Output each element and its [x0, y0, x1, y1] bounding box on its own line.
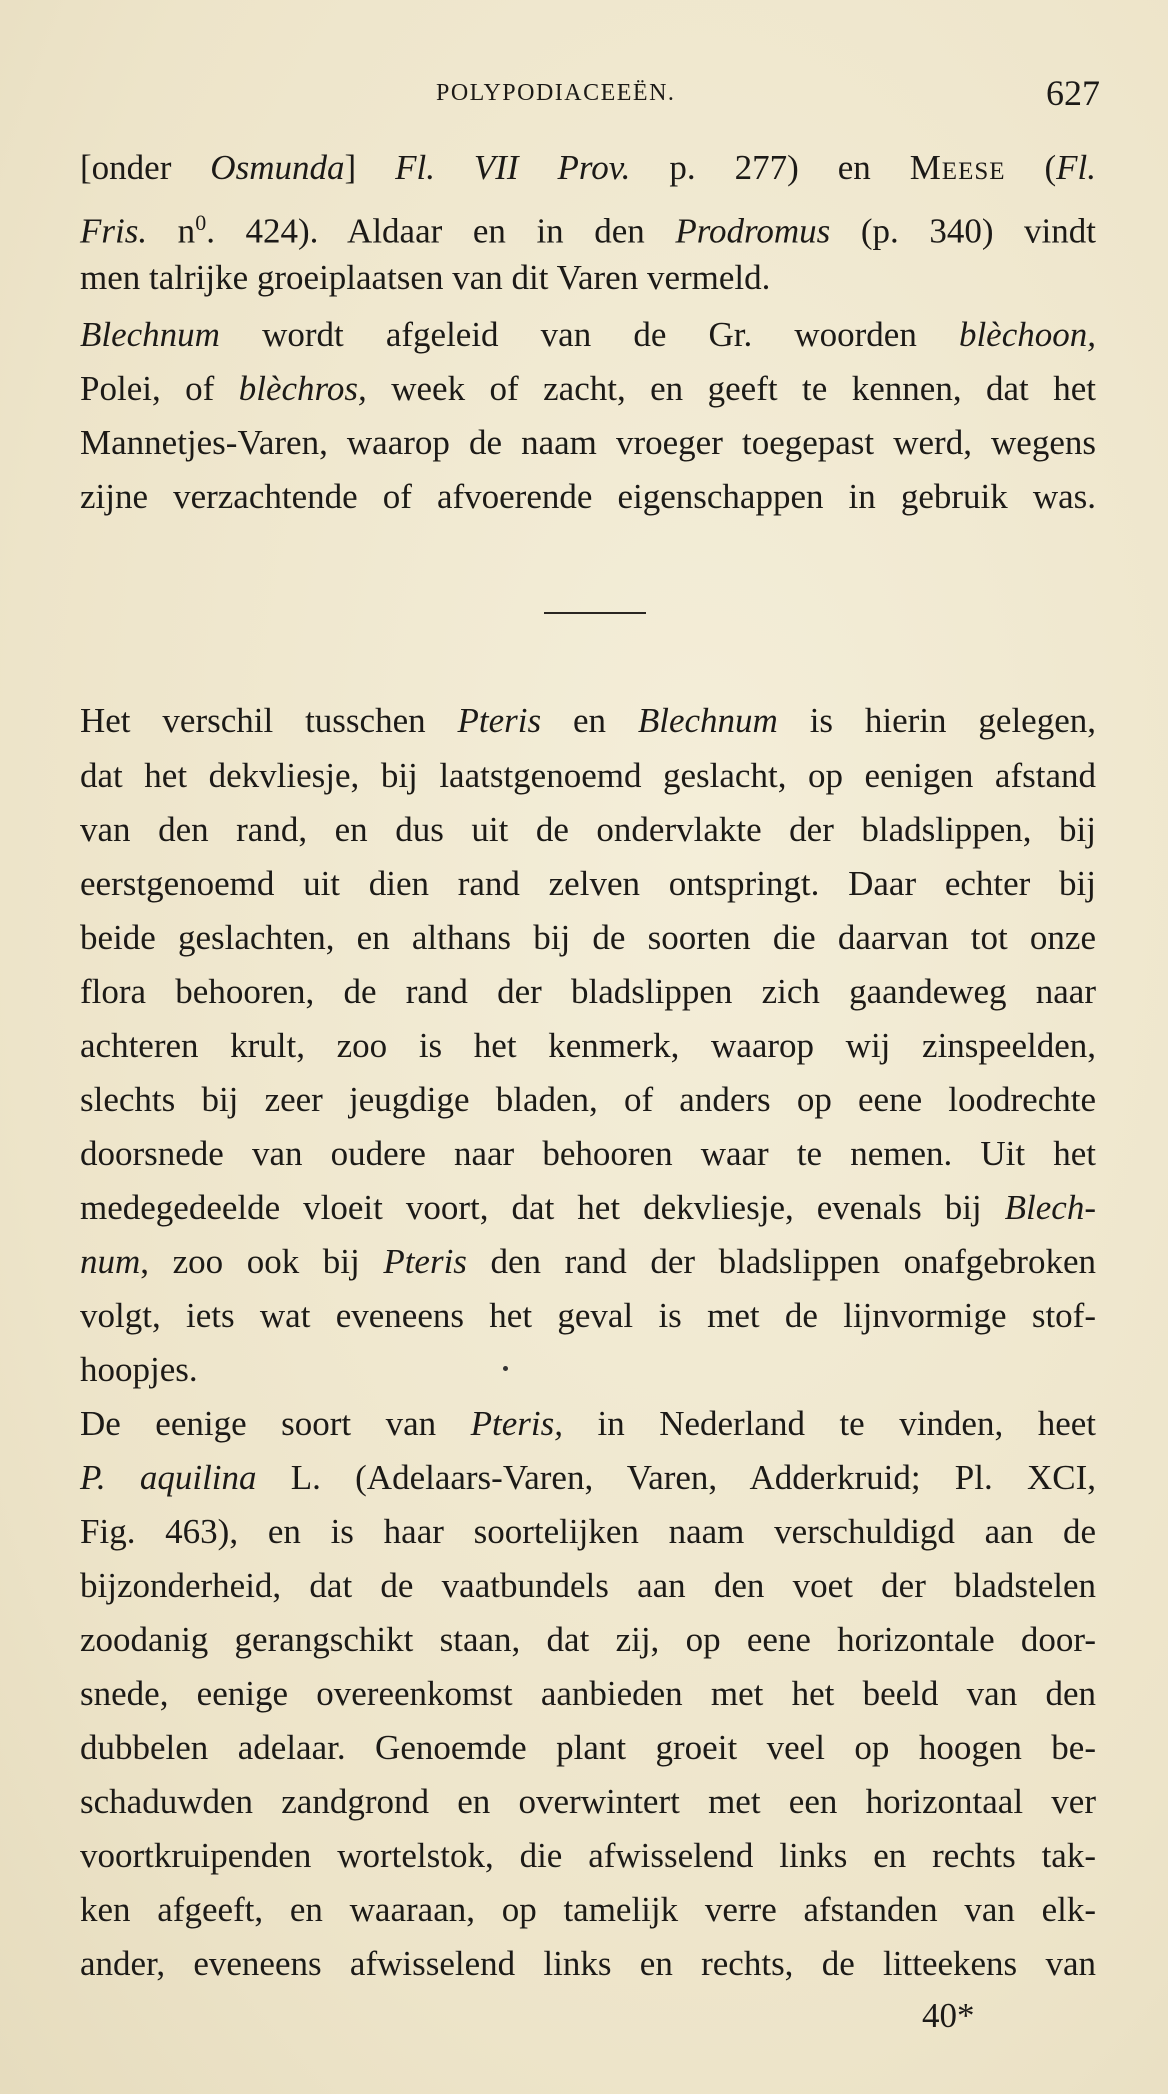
text-line: snede, eenige overeenkomst aanbieden met het beeld van den	[80, 1674, 1096, 1713]
text-line: Fig. 463), en is haar soortelijken naam verschuldigd aan de	[80, 1512, 1096, 1551]
text-line: P. aquilina L. (Adelaars-Varen, Varen, Adderkruid; Pl. XCI,	[80, 1458, 1096, 1497]
text-line: schaduwden zandgrond en overwintert met een horizontaal ver	[80, 1782, 1096, 1821]
text-line: Polei, of blèchros, week of zacht, en geeft te kennen, dat het	[80, 369, 1096, 408]
text-line: Fris. $n^0$. 424). Aldaar en in den Prodromus (p. 340) vindt	[80, 210, 1097, 251]
text-line: slechts bij zeer jeugdige bladen, of anders op eene loodrechte	[80, 1080, 1096, 1119]
text-line: flora behooren, de rand der bladslippen zich gaandeweg naar	[80, 972, 1096, 1011]
stray-dot	[503, 1366, 508, 1371]
text-line: hoopjes.	[80, 1350, 198, 1389]
text-line: Blechnum wordt afgeleid van de Gr. woorden blèchoon,	[80, 315, 1096, 354]
text-line: bijzonderheid, dat de vaatbundels aan den voet der bladstelen	[80, 1566, 1096, 1605]
text-line: [onder Osmunda] Fl. VII Prov. p. 277) en Meese (Fl.	[80, 148, 1096, 187]
text-line: Mannetjes-Varen, waarop de naam vroeger toegepast werd, wegens	[80, 423, 1096, 462]
running-title: POLYPODIACEEËN.	[436, 80, 676, 106]
text-line: eerstgenoemd uit dien rand zelven ontspringt. Daar echter bij	[80, 864, 1096, 903]
page-number: 627	[1046, 73, 1100, 113]
text-line: ander, eveneens afwisselend links en rechts, de litteekens van	[80, 1944, 1096, 1983]
text-line: dubbelen adelaar. Genoemde plant groeit veel op hoogen be-	[80, 1728, 1096, 1767]
text-line: van den rand, en dus uit de ondervlakte der bladslippen, bij	[80, 810, 1096, 849]
page-header	[40, 72, 1100, 122]
text-line: beide geslachten, en althans bij de soorten die daarvan tot onze	[80, 918, 1096, 957]
text-line: dat het dekvliesje, bij laatstgenoemd geslacht, op eenigen afstand	[80, 756, 1096, 795]
text-line: voortkruipenden wortelstok, die afwisselend links en rechts tak-	[80, 1836, 1096, 1875]
text-line: men talrijke groeiplaatsen van dit Varen vermeld.	[80, 258, 771, 297]
text-line: De eenige soort van Pteris, in Nederland te vinden, heet	[80, 1404, 1096, 1443]
text-line: num, zoo ook bij Pteris den rand der bladslippen onafgebroken	[80, 1242, 1097, 1281]
section-divider	[544, 612, 646, 614]
text-line: doorsnede van oudere naar behooren waar te nemen. Uit het	[80, 1134, 1096, 1173]
text-line: ken afgeeft, en waaraan, op tamelijk verre afstanden van elk-	[80, 1890, 1096, 1929]
text-line: volgt, iets wat eveneens het geval is met de lijnvormige stof-	[80, 1296, 1096, 1335]
text-line: achteren krult, zoo is het kenmerk, waarop wij zinspeelden,	[80, 1026, 1096, 1065]
signature-mark: 40*	[922, 1996, 975, 2035]
text-line: zoodanig gerangschikt staan, dat zij, op eene horizontale door-	[80, 1620, 1096, 1659]
text-line: zijne verzachtende of afvoerende eigenschappen in gebruik was.	[80, 477, 1096, 516]
text-line: Het verschil tusschen Pteris en Blechnum is hierin gelegen,	[80, 701, 1096, 740]
text-line: medegedeelde vloeit voort, dat het dekvliesje, evenals bij Blech-	[80, 1188, 1096, 1227]
